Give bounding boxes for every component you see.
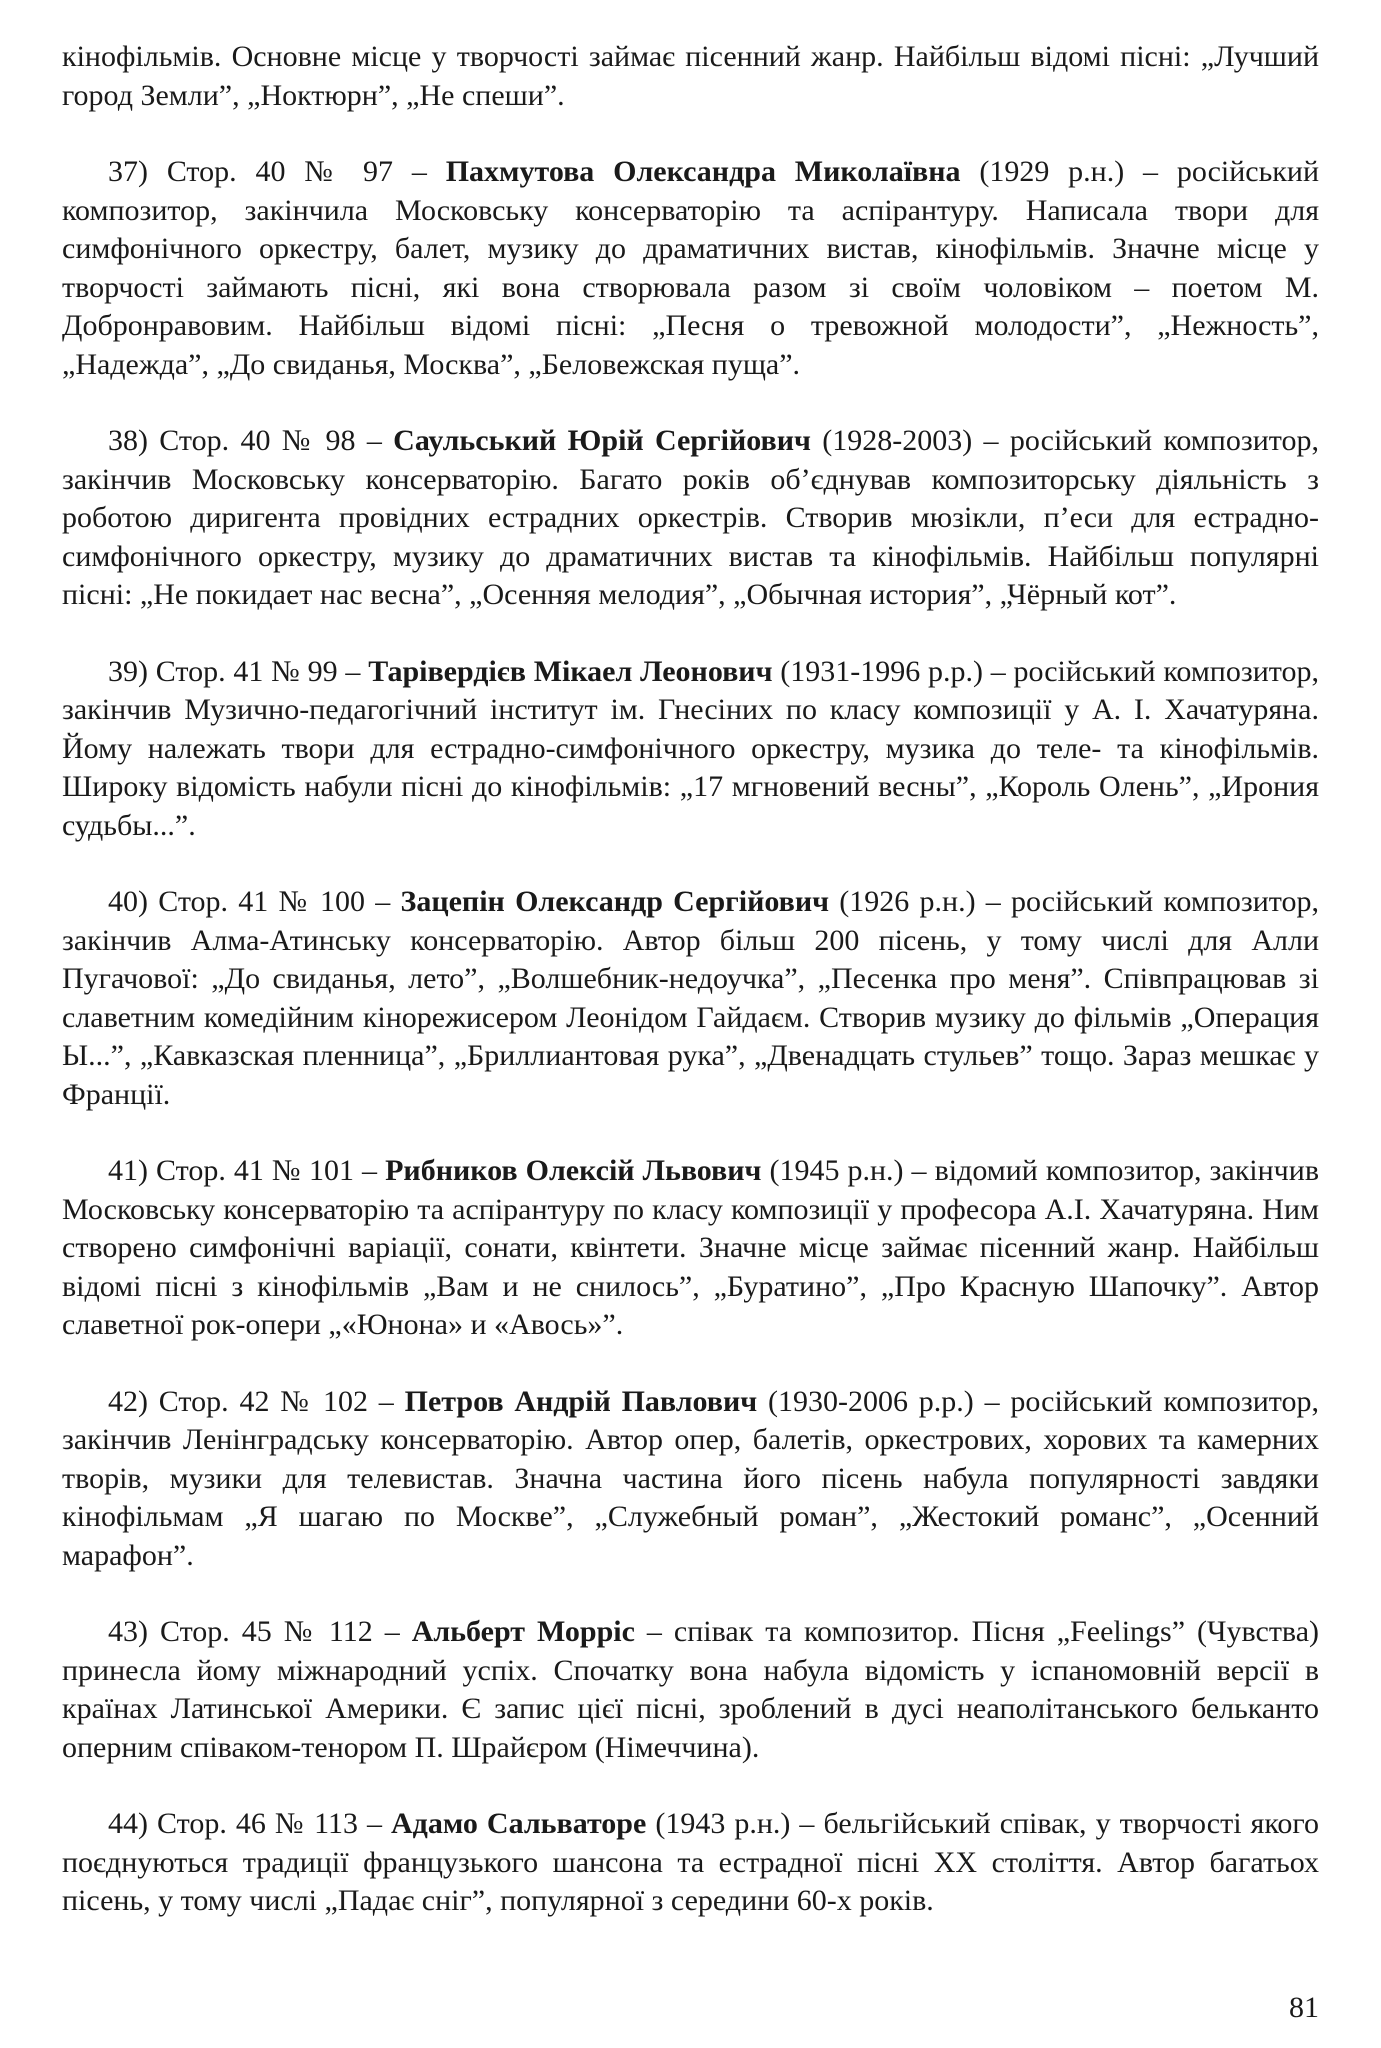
entry-38 [62,422,1319,615]
entry-42 [62,1383,1319,1576]
entry-body: – співак та композитор. Пісня „Feelings” (Чувства) принесла йому міжнародний успіх. Спочатку вона набула відомість у іспаномовній версії в країнах Латинської Америки. Є запис цієї пісні, зроблений в дусі неаполітанського бельканто оперним співаком-тенором П. Шрайєром (Німеччина). [62,1615,1320,1764]
entry-43 [62,1613,1319,1767]
composer-name: Петров Андрій Павлович [404,1384,758,1418]
paragraph-gap [62,845,1319,883]
entry-prefix: 43) Стор. 45 № 112 – [108,1615,412,1648]
paragraph-gap [62,115,1319,153]
paragraph-gap [62,1345,1319,1383]
composer-name: Саульський Юрій Сергійович [393,424,811,457]
composer-name: Зацепін Олександр Сергійович [400,885,830,918]
entry-body: (1929 р.н.) – російський композитор, закінчила Московську консерваторію та аспірантуру. Написала твори для симфонічного оркестру, балет, музику до драматичних вистав, кінофільмів. Значне місце у творчості займають пісні, які вона створювала разом зі своїм чоловіком – поетом М. Добронравовим. Найбільш відомі пісні: „Песня о тревожной молодости”, „Нежность”, „Надежда”, „До свиданья, Москва”, „Беловежская пуща”. [62,155,1319,381]
composer-name: Пахмутова Олександра Миколаївна [445,155,961,188]
entry-39 [62,653,1319,846]
document-page [62,38,1319,1921]
paragraph-gap [62,1767,1319,1805]
entry-body: (1928-2003) – російський композитор, закінчив Московську консерваторію. Багато років об’єднував композиторську діяльність з роботою диригента провідних естрадних оркестрів. Створив мюзікли, п’еси для естрадно-симфонічного оркестру, музику до драматичних вистав та кінофільмів. Найбільш популярні пісні: „Не покидает нас весна”, „Осенняя мелодия”, „Обычная история”, „Чёрный кот”. [62,424,1319,611]
paragraph-gap [62,384,1319,422]
entry-body: (1926 р.н.) – російський композитор, закінчив Алма-Атинську консерваторію. Автор більш 200 пісень, у тому числі для Алли Пугачової: „До свиданья, лето”, „Волшебник-недоучка”, „Песенка про меня”. Співпрацював зі славетним комедійним кінорежисером Леонідом Гайдаєм. Створив музику до фільмів „Операция Ы...”, „Кавказская пленница”, „Бриллиантовая рука”, „Двенадцать стульев” тощо. Зараз мешкає у Франції. [62,885,1319,1111]
composer-name: Адамо Сальваторе [391,1807,647,1840]
page-number: 81 [1289,1991,1319,2024]
entry-40 [62,883,1319,1114]
paragraph-gap [62,1575,1319,1613]
entry-prefix: 40) Стор. 41 № 100 – [108,885,401,918]
paragraph-gap [62,1114,1319,1152]
entry-37 [62,153,1319,384]
composer-name: Альберт Морріс [411,1615,635,1648]
entry-prefix: 39) Стор. 41 № 99 – [108,654,369,688]
entry-41 [62,1152,1319,1345]
entry-prefix: 41) Стор. 41 № 101 – [108,1154,386,1187]
intro-paragraph: кінофільмів. Основне місце у творчості займає пісенний жанр. Найбільш відомі пісні: „Лучший город Земли”, „Ноктюрн”, „Не спеши”. [62,40,1319,112]
paragraph-gap [62,615,1319,653]
entry-body: (1945 р.н.) – відомий композитор, закінчив Московську консерваторію та аспірантуру по класу композиції у професора А.І. Хачатуряна. Ним створено симфонічні варіації, сонати, квінтети. Значне місце займає пісенний жанр. Найбільш відомі пісні з кінофільмів „Вам и не снилось”, „Буратино”, „Про Красную Шапочку”. Автор славетної рок-опери „«Юнона» и «Авось»”. [62,1154,1319,1341]
entry-body: (1943 р.н.) – бельгійський співак, у творчості якого поєднуються традиції французького шансона та естрадної пісні ХХ століття. Автор багатьох пісень, у тому числі „Падає сніг”, популярної з середини 60-х років. [62,1807,1319,1917]
composer-name: Рибников Олексій Львович [385,1154,762,1187]
entry-body: (1931-1996 р.р.) – російський композитор, закінчив Музично-педагогічний інститут ім. Гнесіних по класу композиції у А. І. Хачатуряна. Йому належать твори для естрадно-симфонічного оркестру, музика до теле- та кінофільмів. Широку відомість набули пісні до кінофільмів: „17 мгновений весны”, „Король Олень”, „Ирония судьбы...”. [62,654,1319,842]
entry-44 [62,1805,1319,1921]
entry-prefix: 38) Стор. 40 № 98 – [108,424,394,457]
composer-name: Тарівердієв Мікаел Леонович [368,654,773,688]
entry-prefix: 44) Стор. 46 № 113 – [108,1807,392,1840]
entry-body: (1930-2006 р.р.) – російський композитор, закінчив Ленінградську консерваторію. Автор опер, балетів, оркестрових, хорових та камерних творів, музики для телевистав. Значна частина його пісень набула популярності завдяки кінофільмам „Я шагаю по Москве”, „Служебный роман”, „Жестокий романс”, „Осенний марафон”. [62,1384,1319,1572]
entry-prefix: 42) Стор. 42 № 102 – [108,1384,405,1418]
entry-prefix: 37) Стор. 40 № 97 – [108,155,446,188]
